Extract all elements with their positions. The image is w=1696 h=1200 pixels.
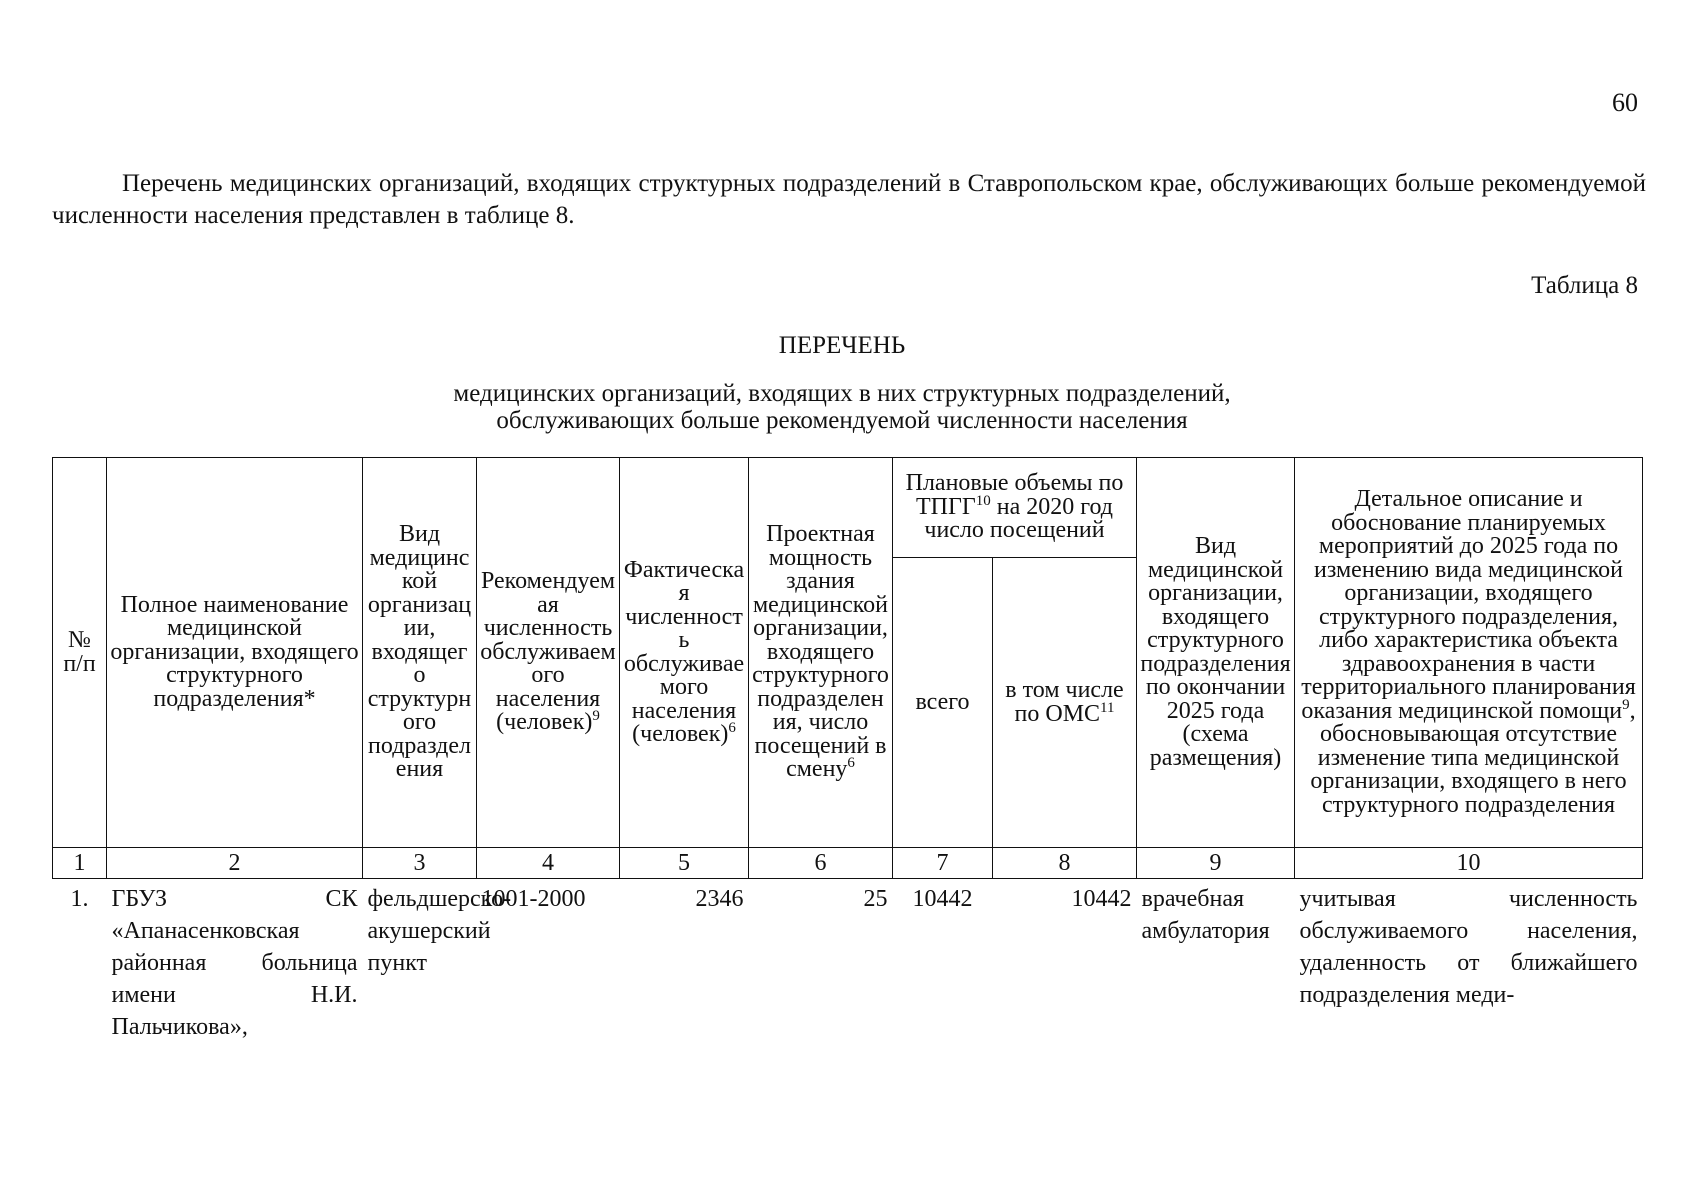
org-full-name: ГБУЗ СК «Апанасенковская районная больница имени Н.И. Пальчикова», <box>111 886 358 1040</box>
column-number: 8 <box>993 848 1137 879</box>
header-col10-text-a: Детальное описание и обоснование планируемых мероприятий до 2025 года по изменению вида медицинской организации, входящего структурного подразделения, либо характеристика объекта здравоохранения в части территориального планирования оказания медицинской помощи <box>1301 486 1636 724</box>
footnote-ref: 6 <box>728 720 736 736</box>
actual-population: 2346 <box>695 886 744 912</box>
column-number: 1 <box>53 848 107 879</box>
footnote-ref: 9 <box>592 708 600 725</box>
footnote-ref: 6 <box>847 755 855 772</box>
header-col4-text: Рекомендуемая численность обслуживаемого населения (человек) <box>480 568 616 736</box>
header-group-text-b: на 2020 год число посещений <box>924 493 1114 544</box>
header-col-description <box>1295 458 1643 848</box>
header-col-actual-population <box>620 458 749 848</box>
footnote-ref: 9 <box>1622 696 1630 713</box>
planned-total: 10442 <box>912 886 973 912</box>
column-number: 7 <box>893 848 993 879</box>
header-col6-text: Проектная мощность здания медицинской организации, входящего структурного подразделения, число посещений в смену <box>752 521 889 783</box>
column-number-row <box>53 848 1643 879</box>
header-group-planned-volumes <box>893 458 1137 558</box>
row-number: 1. <box>70 886 89 912</box>
header-col10-text-b: , обосновывающая отсутствие изменение типа медицинской организации, входящего в него структурного подразделения <box>1310 697 1636 818</box>
planned-oms: 10442 <box>1071 886 1132 912</box>
header-col-oms <box>993 558 1137 848</box>
header-col5-text: Фактическая численность обслуживаемого населения (человек) <box>623 556 745 747</box>
table-row <box>53 879 1643 1044</box>
header-col-org-type-2025: Вид медицинской организации, входящего структурного подразделения по окончании 2025 года (схема размещения) <box>1137 458 1295 848</box>
document-heading: ПЕРЕЧЕНЬ <box>778 332 906 359</box>
org-type-2025: врачебная амбулатория <box>1141 886 1270 944</box>
footnote-ref: 10 <box>975 492 991 509</box>
header-col-full-name: Полное наименование медицинской организации, входящего структурного подразделения* <box>107 458 363 848</box>
header-col-number: № п/п <box>53 458 107 848</box>
intro-paragraph: Перечень медицинских организаций, входящих структурных подразделений в Ставропольском крае, обслуживающих больше рекомендуемой численности населения представлен в таблице 8. <box>52 170 1646 229</box>
footnote-ref: 11 <box>1100 699 1115 716</box>
document-subheading <box>0 380 1684 434</box>
header-col-total: всего <box>893 558 993 848</box>
header-group-text-a: Плановые объемы по ТПГГ <box>905 470 1124 520</box>
org-type: фельдшерско-акушерский пункт <box>367 886 512 976</box>
description: учитывая численность обслуживаемого населения, удаленность от ближайшего подразделения меди- <box>1299 886 1638 1008</box>
header-col-design-capacity <box>749 458 893 848</box>
column-number: 3 <box>363 848 477 879</box>
column-number: 10 <box>1295 848 1643 879</box>
header-col-org-type: Вид медицинской организации, входящего структурного подразделения <box>363 458 477 848</box>
organizations-table <box>52 457 1643 1043</box>
subheading-line-2: обслуживающих больше рекомендуемой численности населения <box>496 407 1188 434</box>
column-number: 4 <box>477 848 620 879</box>
header-col-recommended-population <box>477 458 620 848</box>
table-label: Таблица 8 <box>1531 272 1638 299</box>
design-capacity: 25 <box>863 886 888 912</box>
column-number: 9 <box>1137 848 1295 879</box>
header-col8-text: в том числе по ОМС <box>1005 677 1124 727</box>
column-number: 2 <box>107 848 363 879</box>
column-number: 6 <box>749 848 893 879</box>
column-number: 5 <box>620 848 749 879</box>
subheading-line-1: медицинских организаций, входящих в них структурных подразделений, <box>453 380 1231 407</box>
page-number: 60 <box>1612 88 1638 117</box>
recommended-population: 1001-2000 <box>481 886 586 912</box>
